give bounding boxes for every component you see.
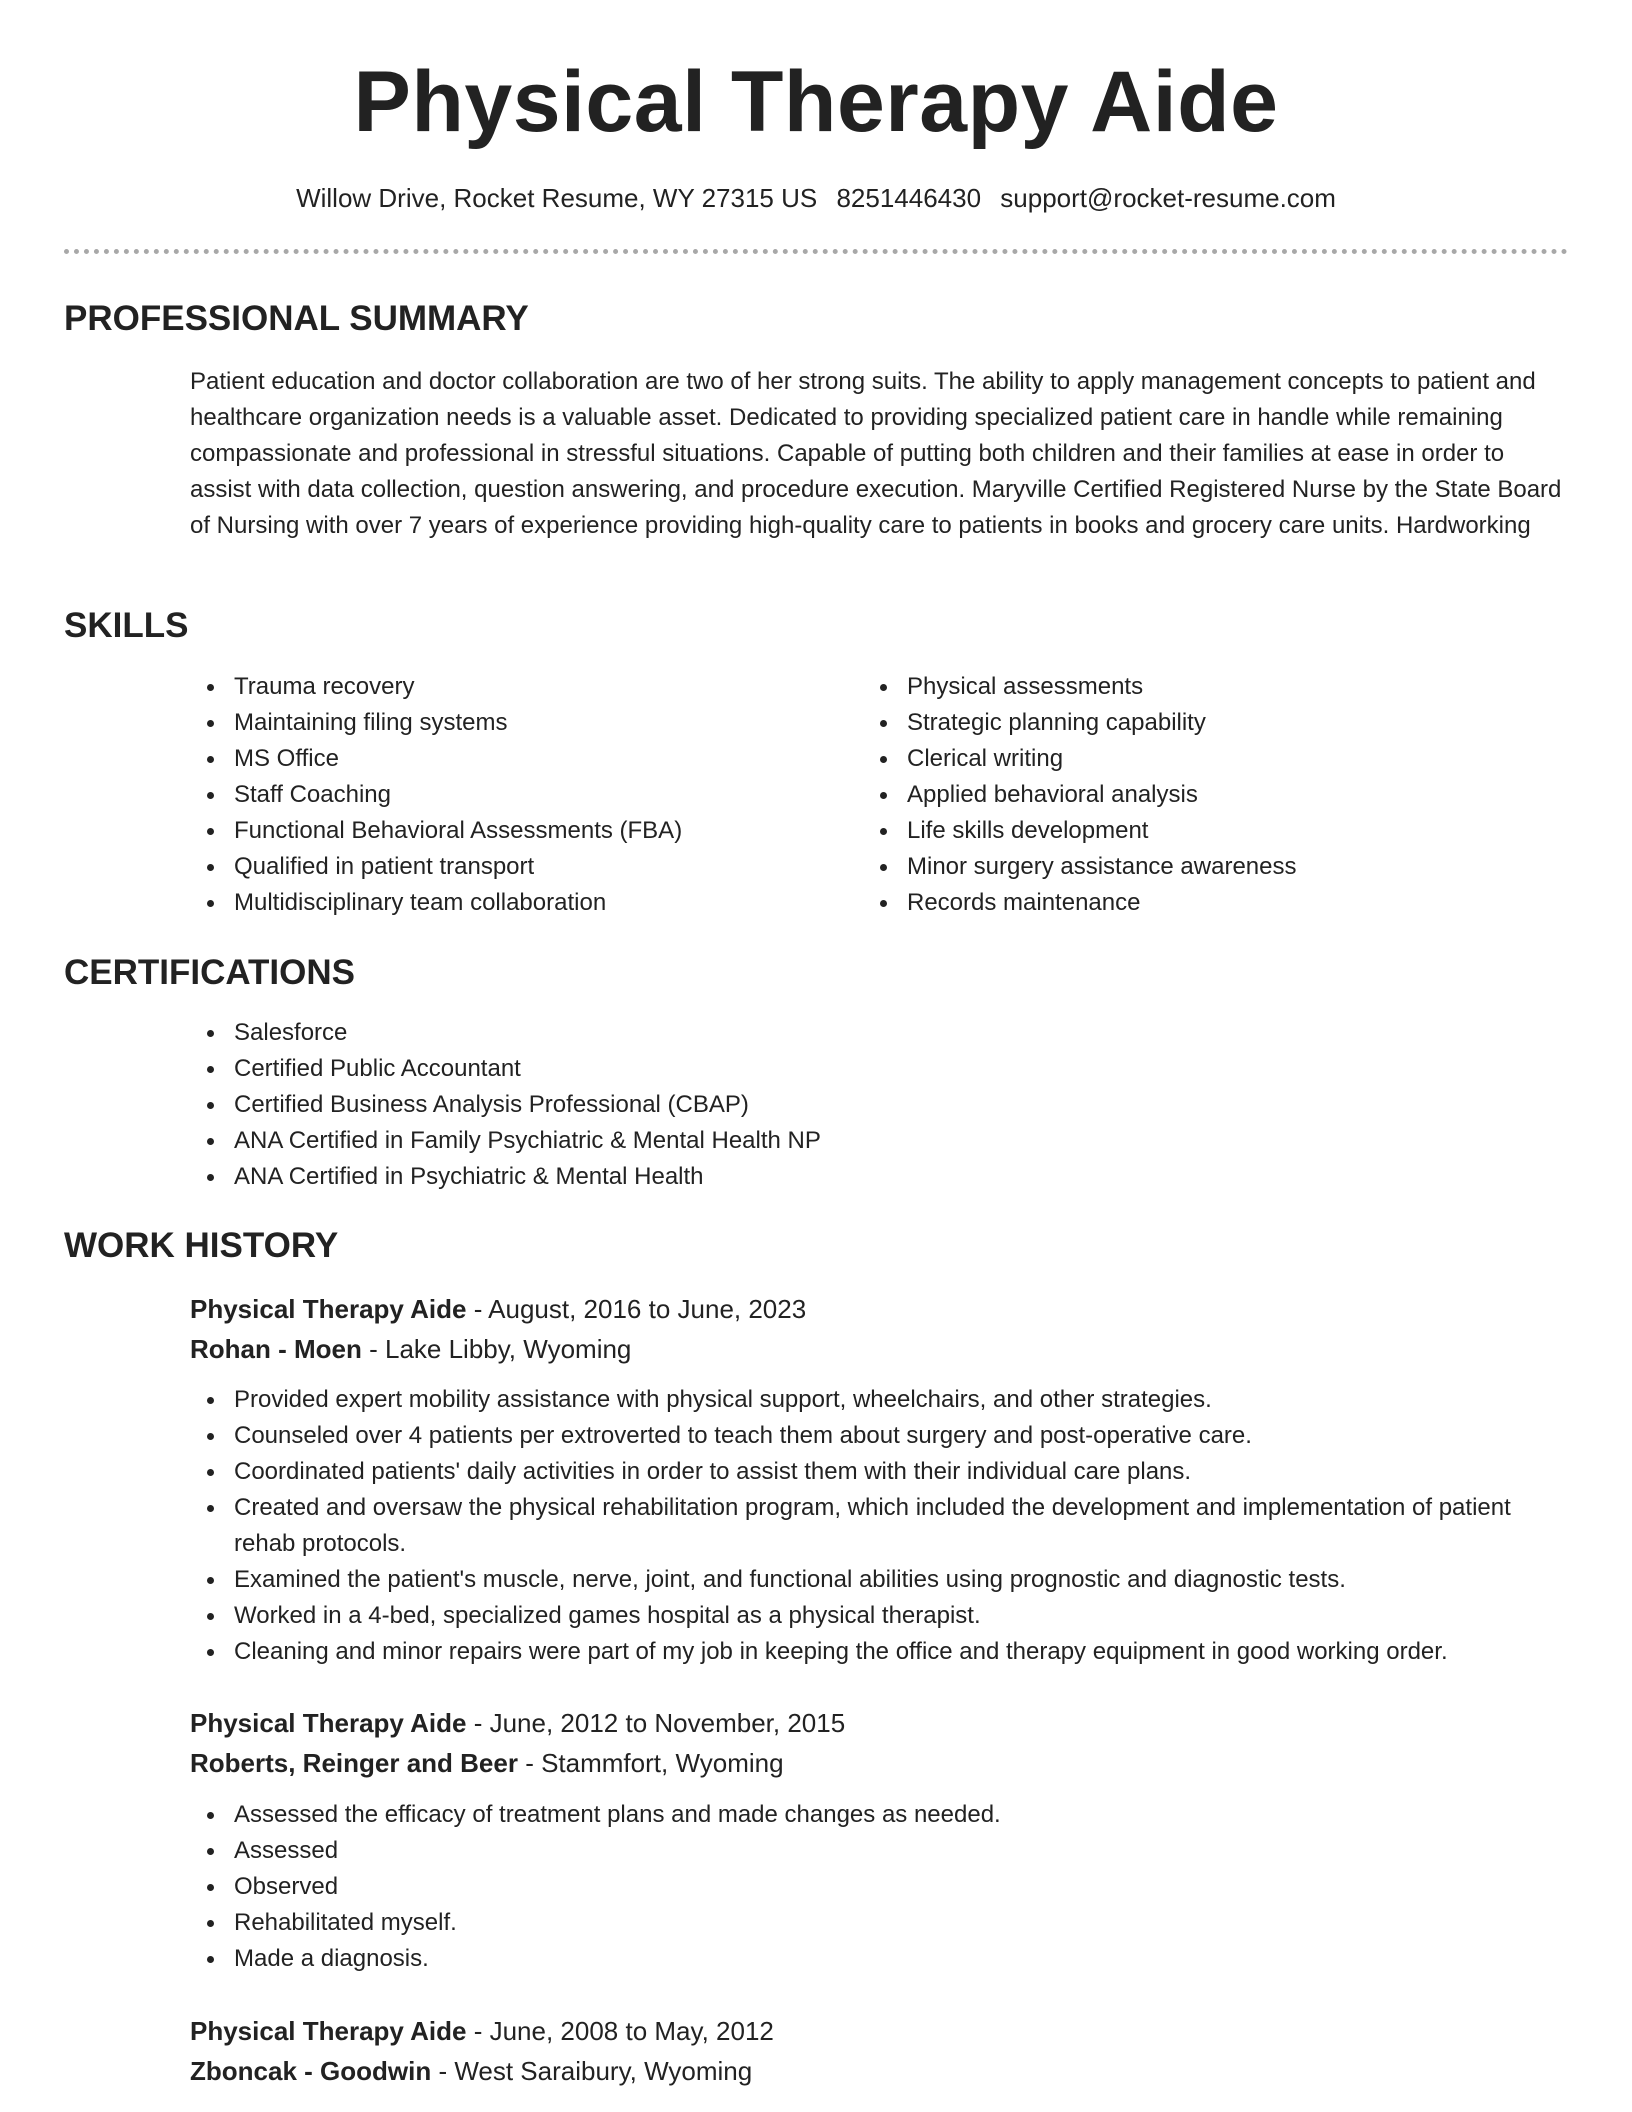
job-location: - West Saraibury, Wyoming bbox=[431, 2056, 753, 2086]
certifications-list bbox=[190, 1015, 1570, 1195]
skill-item: MS Office bbox=[190, 741, 850, 777]
job-company: Zboncak - Goodwin bbox=[190, 2056, 432, 2086]
skill-item: Records maintenance bbox=[863, 885, 1563, 921]
contact-line bbox=[0, 180, 1632, 216]
job-bullet: Made a diagnosis. bbox=[190, 1941, 1570, 1977]
job-bullets bbox=[190, 1797, 1570, 1977]
job-company-line bbox=[190, 1744, 784, 1782]
skill-item: Trauma recovery bbox=[190, 669, 850, 705]
skill-item: Functional Behavioral Assessments (FBA) bbox=[190, 813, 850, 849]
skill-item: Applied behavioral analysis bbox=[863, 777, 1563, 813]
job-bullet: Created and oversaw the physical rehabilitation program, which included the development and implementation of patient rehab protocols. bbox=[190, 1490, 1570, 1562]
skill-item: Life skills development bbox=[863, 813, 1563, 849]
address: Willow Drive, Rocket Resume, WY 27315 US bbox=[296, 183, 818, 213]
certification-item: Certified Public Accountant bbox=[190, 1051, 1570, 1087]
skill-item: Strategic planning capability bbox=[863, 705, 1563, 741]
job-dates: - June, 2012 to November, 2015 bbox=[466, 1708, 846, 1738]
job-company-line bbox=[190, 2052, 752, 2090]
job-company-line bbox=[190, 1330, 631, 1368]
job-dates: - June, 2008 to May, 2012 bbox=[466, 2016, 774, 2046]
job-title-line bbox=[190, 1290, 806, 1328]
job-bullet: Assessed bbox=[190, 1833, 1570, 1869]
job-bullet: Coordinated patients' daily activities in order to assist them with their individual care plans. bbox=[190, 1454, 1570, 1490]
section-title-certifications: CERTIFICATIONS bbox=[64, 953, 356, 992]
skill-item: Physical assessments bbox=[863, 669, 1563, 705]
skill-item: Clerical writing bbox=[863, 741, 1563, 777]
job-location: - Stammfort, Wyoming bbox=[517, 1748, 784, 1778]
phone-number: 8251446430 bbox=[836, 183, 982, 213]
job-bullet: Examined the patient's muscle, nerve, joint, and functional abilities using prognostic and diagnostic tests. bbox=[190, 1562, 1570, 1598]
job-position: Physical Therapy Aide bbox=[190, 1708, 467, 1738]
candidate-name: Physical Therapy Aide bbox=[353, 54, 1279, 150]
job-bullet: Counseled over 4 patients per extroverted to teach them about surgery and post-operative care. bbox=[190, 1418, 1570, 1454]
job-bullet: Cleaning and minor repairs were part of my job in keeping the office and therapy equipment in good working order. bbox=[190, 1634, 1570, 1670]
skill-item: Minor surgery assistance awareness bbox=[863, 849, 1563, 885]
job-dates: - August, 2016 to June, 2023 bbox=[466, 1294, 807, 1324]
job-bullet: Assessed the efficacy of treatment plans and made changes as needed. bbox=[190, 1797, 1570, 1833]
skills-left-column bbox=[190, 669, 850, 921]
job-position: Physical Therapy Aide bbox=[190, 2016, 467, 2046]
skills-right-column bbox=[863, 669, 1563, 921]
job-bullet: Worked in a 4-bed, specialized games hospital as a physical therapist. bbox=[190, 1598, 1570, 1634]
certification-item: Certified Business Analysis Professional (CBAP) bbox=[190, 1087, 1570, 1123]
job-position: Physical Therapy Aide bbox=[190, 1294, 467, 1324]
job-title-line bbox=[190, 1704, 845, 1742]
section-title-skills: SKILLS bbox=[64, 606, 189, 645]
job-bullets bbox=[190, 1382, 1570, 1670]
job-title-line bbox=[190, 2012, 774, 2050]
certification-item: ANA Certified in Psychiatric & Mental Health bbox=[190, 1159, 1570, 1195]
certification-item: ANA Certified in Family Psychiatric & Mental Health NP bbox=[190, 1123, 1570, 1159]
skill-item: Maintaining filing systems bbox=[190, 705, 850, 741]
job-company: Rohan - Moen bbox=[190, 1334, 362, 1364]
header-divider bbox=[64, 249, 1568, 254]
section-title-summary: PROFESSIONAL SUMMARY bbox=[64, 299, 529, 338]
job-location: - Lake Libby, Wyoming bbox=[361, 1334, 632, 1364]
certification-item: Salesforce bbox=[190, 1015, 1570, 1051]
skill-item: Staff Coaching bbox=[190, 777, 850, 813]
job-bullet: Rehabilitated myself. bbox=[190, 1905, 1570, 1941]
section-title-work-history: WORK HISTORY bbox=[64, 1226, 339, 1265]
job-company: Roberts, Reinger and Beer bbox=[190, 1748, 518, 1778]
skill-item: Qualified in patient transport bbox=[190, 849, 850, 885]
job-bullet: Observed bbox=[190, 1869, 1570, 1905]
skill-item: Multidisciplinary team collaboration bbox=[190, 885, 850, 921]
job-bullet: Provided expert mobility assistance with physical support, wheelchairs, and other strategies. bbox=[190, 1382, 1570, 1418]
email-address: support@rocket-resume.com bbox=[1000, 183, 1336, 213]
summary-text: Patient education and doctor collaboration are two of her strong suits. The ability to apply management concepts to patient and healthcare organization needs is a valuable asset. Dedicated to providing specialized patient care in handle while remaining compassionate and professional in stressful situations. Capable of putting both children and their families at ease in order to assist with data collection, question answering, and procedure execution. Maryville Certified Registered Nurse by the State Board of Nursing with over 7 years of experience providing high-quality care to patients in books and grocery care units. Hardworking bbox=[190, 368, 1562, 539]
